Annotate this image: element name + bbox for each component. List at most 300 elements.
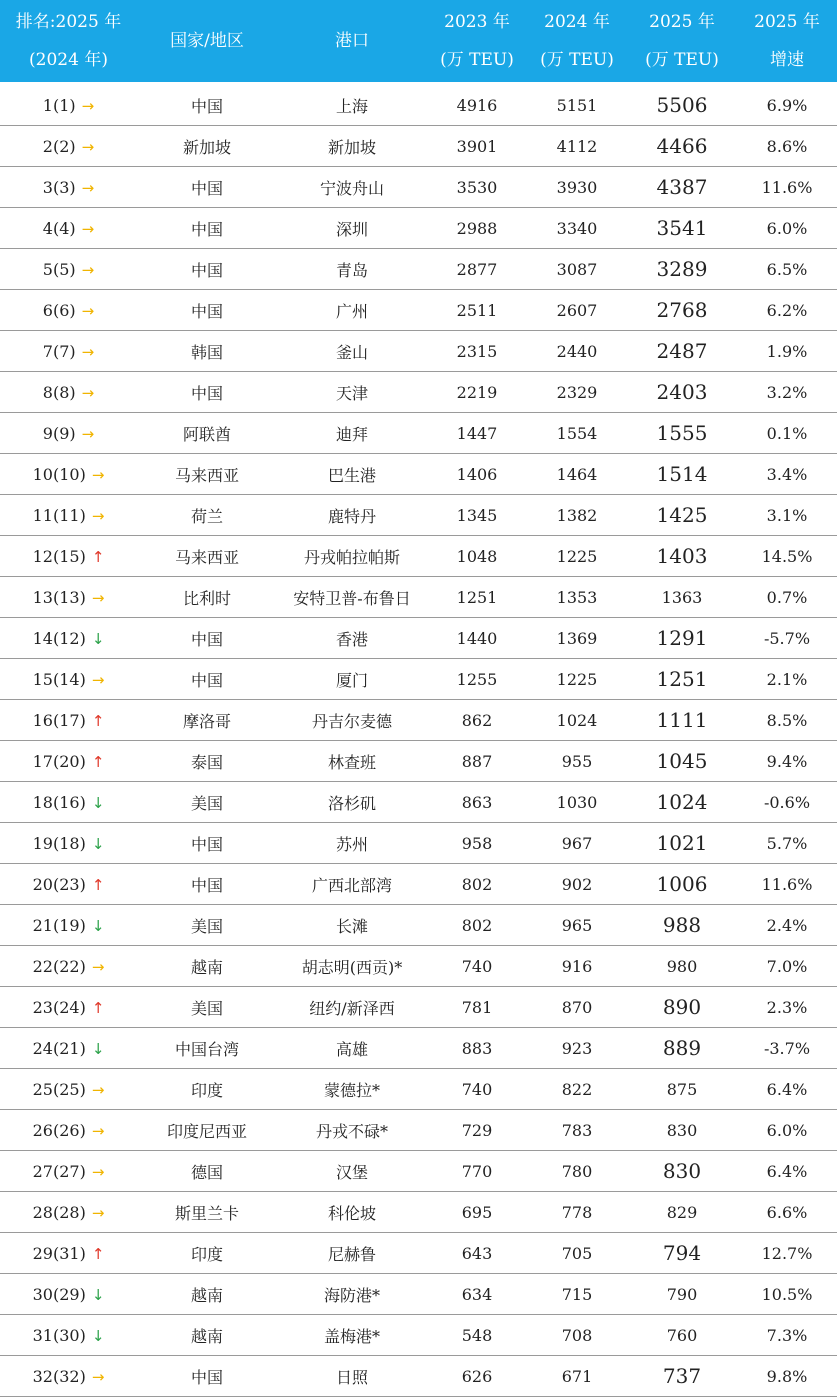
value-2024-cell: 3087 xyxy=(527,249,627,290)
table-row xyxy=(0,1315,837,1356)
country-cell: 中国 xyxy=(137,864,277,905)
port-cell: 深圳 xyxy=(277,208,427,249)
value-2024-cell: 1030 xyxy=(527,782,627,823)
rank-text: 4(4) xyxy=(42,218,76,238)
rank-cell xyxy=(0,782,137,823)
value-2023-cell: 3530 xyxy=(427,167,527,208)
value-2023-cell: 740 xyxy=(427,1069,527,1110)
port-cell: 苏州 xyxy=(277,823,427,864)
growth-cell: 1.9% xyxy=(737,331,837,372)
port-cell: 釜山 xyxy=(277,331,427,372)
rank-cell xyxy=(0,1028,137,1069)
country-cell: 中国 xyxy=(137,249,277,290)
country-cell: 新加坡 xyxy=(137,126,277,167)
value-2024-cell: 5151 xyxy=(527,84,627,126)
rank-cell xyxy=(0,167,137,208)
rank-cell xyxy=(0,454,137,495)
value-2023-cell: 883 xyxy=(427,1028,527,1069)
value-2024-cell: 967 xyxy=(527,823,627,864)
header-2025-line1: 2025 年 xyxy=(649,12,715,32)
trend-down-arrow-icon: ↓ xyxy=(91,1326,105,1345)
value-2023-cell: 740 xyxy=(427,946,527,987)
value-2023-cell: 2315 xyxy=(427,331,527,372)
value-2025-cell: 988 xyxy=(627,905,737,946)
rank-cell xyxy=(0,290,137,331)
value-2025-cell: 1514 xyxy=(627,454,737,495)
value-2023-cell: 1440 xyxy=(427,618,527,659)
rank-text: 31(30) xyxy=(32,1325,86,1345)
country-cell: 中国 xyxy=(137,167,277,208)
rank-text: 22(22) xyxy=(32,956,86,976)
growth-cell: 8.6% xyxy=(737,126,837,167)
value-2023-cell: 2219 xyxy=(427,372,527,413)
port-cell: 洛杉矶 xyxy=(277,782,427,823)
value-2023-cell: 1255 xyxy=(427,659,527,700)
trend-same-arrow-icon: → xyxy=(91,1121,105,1140)
rank-text: 16(17) xyxy=(32,710,86,730)
value-2025-cell: 4466 xyxy=(627,126,737,167)
value-2025-cell: 3289 xyxy=(627,249,737,290)
port-cell: 广西北部湾 xyxy=(277,864,427,905)
table-row xyxy=(0,331,837,372)
rank-cell xyxy=(0,741,137,782)
rank-text: 12(15) xyxy=(32,546,86,566)
rank-cell xyxy=(0,1192,137,1233)
value-2024-cell: 923 xyxy=(527,1028,627,1069)
value-2025-cell: 830 xyxy=(627,1151,737,1192)
value-2025-cell: 2487 xyxy=(627,331,737,372)
country-cell: 中国 xyxy=(137,208,277,249)
value-2025-cell: 1045 xyxy=(627,741,737,782)
growth-cell: 11.6% xyxy=(737,167,837,208)
value-2023-cell: 626 xyxy=(427,1356,527,1397)
table-row xyxy=(0,290,837,331)
growth-cell: 0.1% xyxy=(737,413,837,454)
value-2024-cell: 778 xyxy=(527,1192,627,1233)
rank-cell xyxy=(0,495,137,536)
country-cell: 德国 xyxy=(137,1151,277,1192)
table-row xyxy=(0,536,837,577)
value-2025-cell: 760 xyxy=(627,1315,737,1356)
rank-text: 32(32) xyxy=(32,1366,86,1386)
growth-cell: 3.2% xyxy=(737,372,837,413)
rank-text: 30(29) xyxy=(32,1284,86,1304)
header-2023 xyxy=(427,0,527,84)
value-2023-cell: 548 xyxy=(427,1315,527,1356)
value-2024-cell: 1225 xyxy=(527,659,627,700)
rank-text: 29(31) xyxy=(32,1243,86,1263)
rank-cell xyxy=(0,905,137,946)
value-2025-cell: 1251 xyxy=(627,659,737,700)
rank-text: 26(26) xyxy=(32,1120,86,1140)
rank-cell xyxy=(0,618,137,659)
value-2023-cell: 802 xyxy=(427,905,527,946)
value-2024-cell: 1382 xyxy=(527,495,627,536)
country-cell: 韩国 xyxy=(137,331,277,372)
growth-cell: -0.6% xyxy=(737,782,837,823)
table-row xyxy=(0,823,837,864)
value-2023-cell: 2988 xyxy=(427,208,527,249)
country-cell: 中国台湾 xyxy=(137,1028,277,1069)
table-row xyxy=(0,864,837,905)
rank-text: 3(3) xyxy=(42,177,76,197)
growth-cell: 7.3% xyxy=(737,1315,837,1356)
country-cell: 中国 xyxy=(137,1356,277,1397)
value-2025-cell: 4387 xyxy=(627,167,737,208)
rank-cell xyxy=(0,1315,137,1356)
header-country xyxy=(137,0,277,84)
port-cell: 蒙德拉* xyxy=(277,1069,427,1110)
trend-up-arrow-icon: ↑ xyxy=(91,1244,105,1263)
country-cell: 中国 xyxy=(137,372,277,413)
country-cell: 斯里兰卡 xyxy=(137,1192,277,1233)
growth-cell: 5.7% xyxy=(737,823,837,864)
value-2025-cell: 890 xyxy=(627,987,737,1028)
port-cell: 宁波舟山 xyxy=(277,167,427,208)
value-2023-cell: 781 xyxy=(427,987,527,1028)
port-cell: 新加坡 xyxy=(277,126,427,167)
value-2025-cell: 1006 xyxy=(627,864,737,905)
rank-cell xyxy=(0,208,137,249)
growth-cell: 6.0% xyxy=(737,1110,837,1151)
value-2024-cell: 2329 xyxy=(527,372,627,413)
table-row xyxy=(0,1151,837,1192)
country-cell: 印度尼西亚 xyxy=(137,1110,277,1151)
trend-same-arrow-icon: → xyxy=(81,96,95,115)
table-row xyxy=(0,618,837,659)
value-2024-cell: 1225 xyxy=(527,536,627,577)
country-cell: 阿联酋 xyxy=(137,413,277,454)
growth-cell: 6.0% xyxy=(737,208,837,249)
value-2023-cell: 634 xyxy=(427,1274,527,1315)
value-2024-cell: 1369 xyxy=(527,618,627,659)
header-port-label: 港口 xyxy=(335,31,369,51)
value-2024-cell: 3930 xyxy=(527,167,627,208)
trend-up-arrow-icon: ↑ xyxy=(91,875,105,894)
rank-cell xyxy=(0,1233,137,1274)
table-row xyxy=(0,372,837,413)
port-cell: 高雄 xyxy=(277,1028,427,1069)
country-cell: 印度 xyxy=(137,1233,277,1274)
port-cell: 安特卫普-布鲁日 xyxy=(277,577,427,618)
value-2023-cell: 4916 xyxy=(427,84,527,126)
port-cell: 鹿特丹 xyxy=(277,495,427,536)
trend-same-arrow-icon: → xyxy=(91,1367,105,1386)
header-port xyxy=(277,0,427,84)
growth-cell: 3.4% xyxy=(737,454,837,495)
value-2025-cell: 794 xyxy=(627,1233,737,1274)
value-2025-cell: 5506 xyxy=(627,84,737,126)
rank-cell xyxy=(0,577,137,618)
growth-cell: 7.0% xyxy=(737,946,837,987)
country-cell: 美国 xyxy=(137,782,277,823)
country-cell: 越南 xyxy=(137,1274,277,1315)
header-growth xyxy=(737,0,837,84)
rank-cell xyxy=(0,84,137,126)
country-cell: 泰国 xyxy=(137,741,277,782)
table-row xyxy=(0,700,837,741)
rank-cell xyxy=(0,372,137,413)
trend-same-arrow-icon: → xyxy=(81,301,95,320)
country-cell: 中国 xyxy=(137,618,277,659)
rank-text: 5(5) xyxy=(42,259,76,279)
header-country-label: 国家/地区 xyxy=(170,31,244,51)
value-2023-cell: 1048 xyxy=(427,536,527,577)
rank-text: 13(13) xyxy=(32,587,86,607)
rank-text: 14(12) xyxy=(32,628,86,648)
table-row xyxy=(0,1028,837,1069)
port-cell: 汉堡 xyxy=(277,1151,427,1192)
rank-text: 1(1) xyxy=(42,95,76,115)
value-2025-cell: 830 xyxy=(627,1110,737,1151)
trend-same-arrow-icon: → xyxy=(91,506,105,525)
value-2025-cell: 1425 xyxy=(627,495,737,536)
value-2025-cell: 790 xyxy=(627,1274,737,1315)
table-row xyxy=(0,167,837,208)
header-2024-line1: 2024 年 xyxy=(544,12,610,32)
value-2023-cell: 862 xyxy=(427,700,527,741)
rank-cell xyxy=(0,536,137,577)
value-2024-cell: 1554 xyxy=(527,413,627,454)
value-2024-cell: 780 xyxy=(527,1151,627,1192)
value-2024-cell: 3340 xyxy=(527,208,627,249)
header-2023-line2: (万 TEU) xyxy=(440,50,514,70)
table-row xyxy=(0,84,837,126)
table-row xyxy=(0,454,837,495)
value-2025-cell: 737 xyxy=(627,1356,737,1397)
value-2024-cell: 2607 xyxy=(527,290,627,331)
growth-cell: 8.5% xyxy=(737,700,837,741)
rank-cell xyxy=(0,331,137,372)
trend-down-arrow-icon: ↓ xyxy=(91,916,105,935)
rank-cell xyxy=(0,413,137,454)
trend-same-arrow-icon: → xyxy=(81,137,95,156)
growth-cell: 6.9% xyxy=(737,84,837,126)
port-cell: 纽约/新泽西 xyxy=(277,987,427,1028)
rank-cell xyxy=(0,1356,137,1397)
growth-cell: 10.5% xyxy=(737,1274,837,1315)
trend-same-arrow-icon: → xyxy=(81,342,95,361)
rank-text: 18(16) xyxy=(32,792,86,812)
rank-text: 17(20) xyxy=(32,751,86,771)
growth-cell: 11.6% xyxy=(737,864,837,905)
value-2024-cell: 870 xyxy=(527,987,627,1028)
growth-cell: 3.1% xyxy=(737,495,837,536)
header-rank-line2: (2024 年) xyxy=(29,50,108,70)
growth-cell: 6.6% xyxy=(737,1192,837,1233)
table-row xyxy=(0,905,837,946)
trend-same-arrow-icon: → xyxy=(81,383,95,402)
trend-same-arrow-icon: → xyxy=(91,1080,105,1099)
value-2023-cell: 770 xyxy=(427,1151,527,1192)
value-2025-cell: 875 xyxy=(627,1069,737,1110)
rank-cell xyxy=(0,946,137,987)
trend-same-arrow-icon: → xyxy=(81,424,95,443)
header-2023-line1: 2023 年 xyxy=(444,12,510,32)
value-2023-cell: 3901 xyxy=(427,126,527,167)
trend-down-arrow-icon: ↓ xyxy=(91,1285,105,1304)
trend-same-arrow-icon: → xyxy=(91,588,105,607)
port-cell: 尼赫鲁 xyxy=(277,1233,427,1274)
value-2023-cell: 1406 xyxy=(427,454,527,495)
value-2024-cell: 783 xyxy=(527,1110,627,1151)
growth-cell: 2.1% xyxy=(737,659,837,700)
value-2024-cell: 4112 xyxy=(527,126,627,167)
table-row xyxy=(0,1233,837,1274)
value-2025-cell: 1111 xyxy=(627,700,737,741)
value-2023-cell: 1345 xyxy=(427,495,527,536)
port-cell: 日照 xyxy=(277,1356,427,1397)
table-row xyxy=(0,1356,837,1397)
table-header xyxy=(0,0,837,84)
table-row xyxy=(0,126,837,167)
rank-text: 15(14) xyxy=(32,669,86,689)
port-cell: 海防港* xyxy=(277,1274,427,1315)
growth-cell: 6.5% xyxy=(737,249,837,290)
port-cell: 林查班 xyxy=(277,741,427,782)
value-2025-cell: 829 xyxy=(627,1192,737,1233)
trend-same-arrow-icon: → xyxy=(91,1162,105,1181)
country-cell: 越南 xyxy=(137,946,277,987)
port-cell: 长滩 xyxy=(277,905,427,946)
rank-cell xyxy=(0,659,137,700)
value-2024-cell: 708 xyxy=(527,1315,627,1356)
country-cell: 比利时 xyxy=(137,577,277,618)
country-cell: 中国 xyxy=(137,290,277,331)
value-2023-cell: 863 xyxy=(427,782,527,823)
table-row xyxy=(0,741,837,782)
rank-text: 11(11) xyxy=(32,505,86,525)
port-cell: 天津 xyxy=(277,372,427,413)
header-growth-line2: 增速 xyxy=(770,50,804,70)
country-cell: 马来西亚 xyxy=(137,454,277,495)
country-cell: 印度 xyxy=(137,1069,277,1110)
value-2025-cell: 1291 xyxy=(627,618,737,659)
country-cell: 中国 xyxy=(137,659,277,700)
country-cell: 马来西亚 xyxy=(137,536,277,577)
country-cell: 越南 xyxy=(137,1315,277,1356)
rank-cell xyxy=(0,249,137,290)
rank-cell xyxy=(0,823,137,864)
value-2024-cell: 822 xyxy=(527,1069,627,1110)
value-2023-cell: 958 xyxy=(427,823,527,864)
trend-down-arrow-icon: ↓ xyxy=(91,1039,105,1058)
rank-cell xyxy=(0,1151,137,1192)
value-2024-cell: 1464 xyxy=(527,454,627,495)
value-2023-cell: 695 xyxy=(427,1192,527,1233)
value-2024-cell: 1024 xyxy=(527,700,627,741)
value-2024-cell: 965 xyxy=(527,905,627,946)
table-row xyxy=(0,1192,837,1233)
growth-cell: 2.3% xyxy=(737,987,837,1028)
value-2023-cell: 802 xyxy=(427,864,527,905)
header-rank xyxy=(0,0,137,84)
growth-cell: 9.4% xyxy=(737,741,837,782)
growth-cell: 6.4% xyxy=(737,1151,837,1192)
trend-down-arrow-icon: ↓ xyxy=(91,793,105,812)
port-cell: 香港 xyxy=(277,618,427,659)
growth-cell: 0.7% xyxy=(737,577,837,618)
trend-up-arrow-icon: ↑ xyxy=(91,998,105,1017)
growth-cell: -3.7% xyxy=(737,1028,837,1069)
value-2023-cell: 2511 xyxy=(427,290,527,331)
value-2024-cell: 902 xyxy=(527,864,627,905)
value-2025-cell: 1363 xyxy=(627,577,737,618)
value-2025-cell: 1021 xyxy=(627,823,737,864)
trend-same-arrow-icon: → xyxy=(91,1203,105,1222)
trend-down-arrow-icon: ↓ xyxy=(91,629,105,648)
country-cell: 中国 xyxy=(137,84,277,126)
table-row xyxy=(0,495,837,536)
trend-up-arrow-icon: ↑ xyxy=(91,711,105,730)
trend-same-arrow-icon: → xyxy=(81,178,95,197)
growth-cell: 14.5% xyxy=(737,536,837,577)
trend-up-arrow-icon: ↑ xyxy=(91,547,105,566)
table-row xyxy=(0,946,837,987)
rank-cell xyxy=(0,1069,137,1110)
value-2025-cell: 1024 xyxy=(627,782,737,823)
trend-same-arrow-icon: → xyxy=(81,219,95,238)
country-cell: 中国 xyxy=(137,823,277,864)
growth-cell: 6.2% xyxy=(737,290,837,331)
value-2025-cell: 980 xyxy=(627,946,737,987)
header-2024 xyxy=(527,0,627,84)
port-cell: 广州 xyxy=(277,290,427,331)
table-row xyxy=(0,659,837,700)
table-row xyxy=(0,782,837,823)
rank-text: 27(27) xyxy=(32,1161,86,1181)
value-2024-cell: 705 xyxy=(527,1233,627,1274)
value-2025-cell: 2403 xyxy=(627,372,737,413)
rank-text: 20(23) xyxy=(32,874,86,894)
value-2024-cell: 916 xyxy=(527,946,627,987)
rank-text: 25(25) xyxy=(32,1079,86,1099)
header-2025-line2: (万 TEU) xyxy=(645,50,719,70)
value-2024-cell: 955 xyxy=(527,741,627,782)
rank-text: 21(19) xyxy=(32,915,86,935)
port-cell: 青岛 xyxy=(277,249,427,290)
table-row xyxy=(0,249,837,290)
growth-cell: 9.8% xyxy=(737,1356,837,1397)
table-row xyxy=(0,208,837,249)
growth-cell: 12.7% xyxy=(737,1233,837,1274)
port-cell: 上海 xyxy=(277,84,427,126)
rank-cell xyxy=(0,987,137,1028)
value-2025-cell: 1555 xyxy=(627,413,737,454)
rank-cell xyxy=(0,1274,137,1315)
header-rank-line1: 排名:2025 年 xyxy=(15,12,122,32)
port-cell: 科伦坡 xyxy=(277,1192,427,1233)
rank-text: 28(28) xyxy=(32,1202,86,1222)
trend-down-arrow-icon: ↓ xyxy=(91,834,105,853)
table-row xyxy=(0,1069,837,1110)
rank-text: 2(2) xyxy=(42,136,76,156)
country-cell: 美国 xyxy=(137,987,277,1028)
table-row xyxy=(0,1110,837,1151)
country-cell: 摩洛哥 xyxy=(137,700,277,741)
trend-same-arrow-icon: → xyxy=(91,957,105,976)
port-cell: 厦门 xyxy=(277,659,427,700)
value-2023-cell: 887 xyxy=(427,741,527,782)
value-2025-cell: 3541 xyxy=(627,208,737,249)
country-cell: 美国 xyxy=(137,905,277,946)
trend-same-arrow-icon: → xyxy=(81,260,95,279)
value-2025-cell: 889 xyxy=(627,1028,737,1069)
rank-cell xyxy=(0,700,137,741)
port-cell: 丹吉尔麦德 xyxy=(277,700,427,741)
value-2024-cell: 1353 xyxy=(527,577,627,618)
port-cell: 迪拜 xyxy=(277,413,427,454)
